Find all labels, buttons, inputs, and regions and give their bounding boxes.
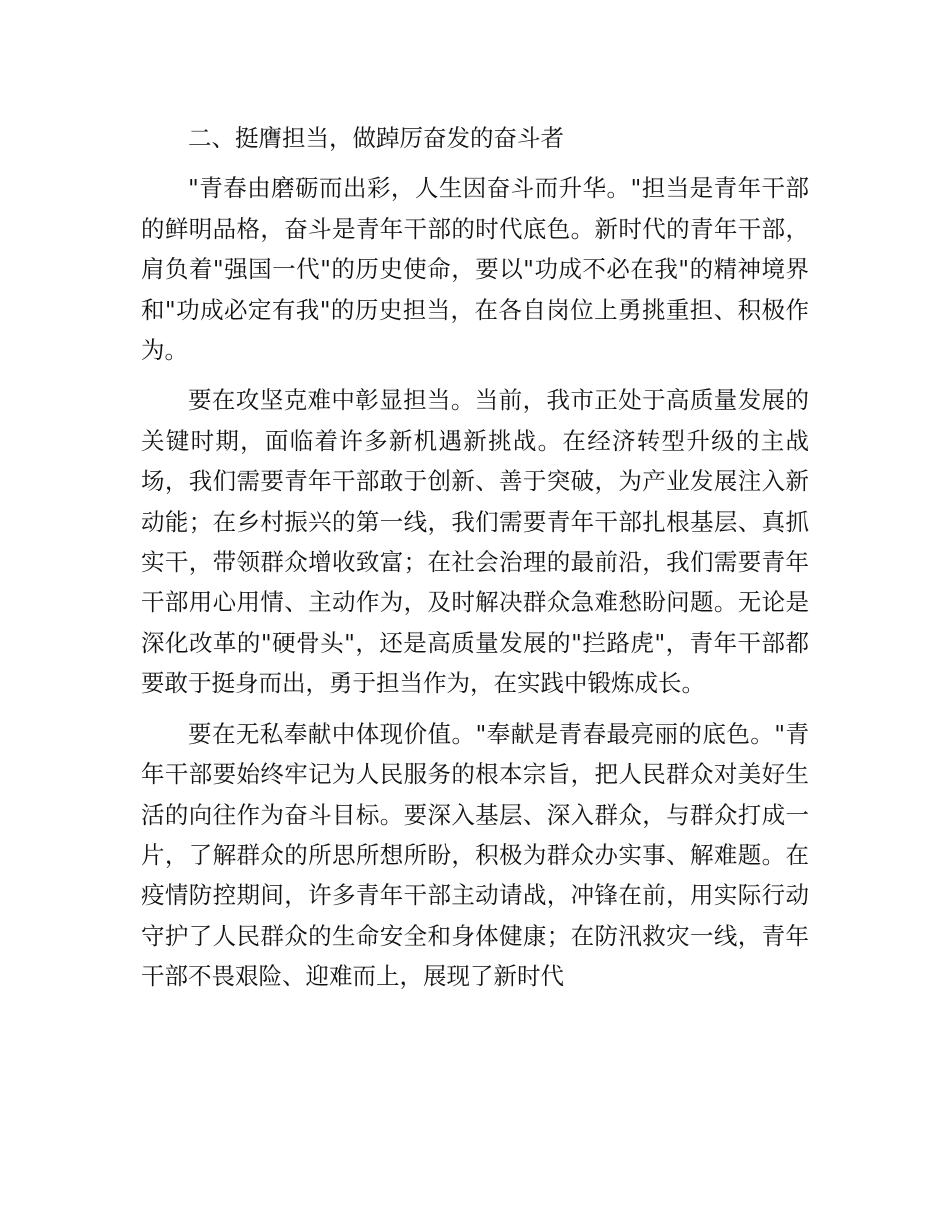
paragraph-1: "青春由磨砺而出彩，人生因奋斗而升华。"担当是青年干部的鲜明品格，奋斗是青年干部的时代底色。新时代的青年干部，肩负着"强国一代"的历史使命，要以"功成不必在我"的精神境界和"功成必定有我"的历史担当，在各自岗位上勇挑重担、积极作为。: [141, 174, 809, 365]
paragraph-2: 要在攻坚克难中彰显担当。当前，我市正处于高质量发展的关键时期，面临着许多新机遇新挑战。在经济转型升级的主战场，我们需要青年干部敢于创新、善于突破，为产业发展注入新动能；在乡村振兴的第一线，我们需要青年干部扎根基层、真抓实干，带领群众增收致富；在社会治理的最前沿，我们需要青年干部用心用情、主动作为，及时解决群众急难愁盼问题。无论是深化改革的"硬骨头"，还是高质量发展的"拦路虎"，青年干部都要敢于挺身而出，勇于担当作为，在实践中锻炼成长。: [141, 386, 809, 698]
paragraph-3: 要在无私奉献中体现价值。"奉献是青春最亮丽的底色。"青年干部要始终牢记为人民服务的根本宗旨，把人民群众对美好生活的向往作为奋斗目标。要深入基层、深入群众，与群众打成一片，了解群众的所思所想所盼，积极为群众办实事、解难题。在疫情防控期间，许多青年干部主动请战，冲锋在前，用实际行动守护了人民群众的生命安全和身体健康；在防汛救灾一线，青年干部不畏艰险、迎难而上，展现了新时代: [141, 719, 809, 991]
document-body: [141, 118, 809, 1007]
section-heading: 二、挺膺担当，做踔厉奋发的奋斗者: [188, 124, 564, 152]
